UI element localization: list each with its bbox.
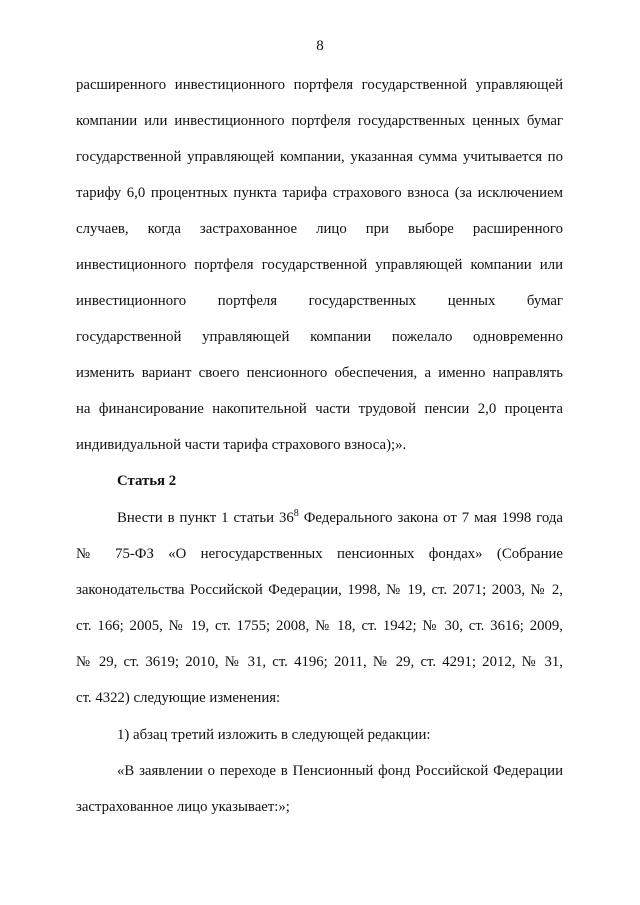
article-text-after: Федерального закона от 7 мая 1998 года: [298, 510, 563, 526]
paragraph-line: случаев, когда застрахованное лицо при выборе расширенного: [76, 221, 563, 237]
page-number: 8: [316, 38, 324, 54]
paragraph-line: ст. 4322) следующие изменения:: [76, 690, 281, 706]
paragraph-line: на финансирование накопительной части трудовой пенсии 2,0 процента: [76, 401, 563, 417]
paragraph-line: расширенного инвестиционного портфеля государственной управляющей: [76, 77, 563, 93]
paragraph-line: № 29, ст. 3619; 2010, № 31, ст. 4196; 2011, № 29, ст. 4291; 2012, № 31,: [76, 654, 563, 670]
quote-line: застрахованное лицо указывает:»;: [76, 799, 290, 815]
paragraph-line: тарифу 6,0 процентных пункта тарифа страхового взноса (за исключением: [76, 185, 563, 201]
paragraph-line: индивидуальной части тарифа страхового взноса);».: [76, 437, 407, 453]
paragraph-line: государственной управляющей компании, указанная сумма учитывается по: [76, 149, 563, 165]
paragraph-line: компании или инвестиционного портфеля государственных ценных бумаг: [76, 113, 563, 129]
paragraph-line: государственной управляющей компании пожелало одновременно: [76, 329, 563, 345]
quote-line: «В заявлении о переходе в Пенсионный фонд Российской Федерации: [117, 763, 563, 779]
paragraph-line: изменить вариант своего пенсионного обеспечения, а именно направлять: [76, 365, 563, 381]
article-heading: Статья 2: [117, 473, 177, 489]
article-first-line: [117, 507, 563, 529]
paragraph-line: ст. 166; 2005, № 19, ст. 1755; 2008, № 18, ст. 1942; № 30, ст. 3616; 2009,: [76, 618, 563, 634]
article-text-before: Внести в пункт 1 статьи 36: [117, 510, 294, 526]
paragraph-line: инвестиционного портфеля государственных ценных бумаг: [76, 293, 563, 309]
superscript-number: 8: [293, 508, 299, 520]
paragraph-line: инвестиционного портфеля государственной управляющей компании или: [76, 257, 563, 273]
paragraph-line: № 75-ФЗ «О негосударственных пенсионных фондах» (Собрание: [76, 546, 563, 562]
paragraph-line: законодательства Российской Федерации, 1998, № 19, ст. 2071; 2003, № 2,: [76, 582, 563, 598]
list-item: 1) абзац третий изложить в следующей редакции:: [117, 727, 431, 743]
